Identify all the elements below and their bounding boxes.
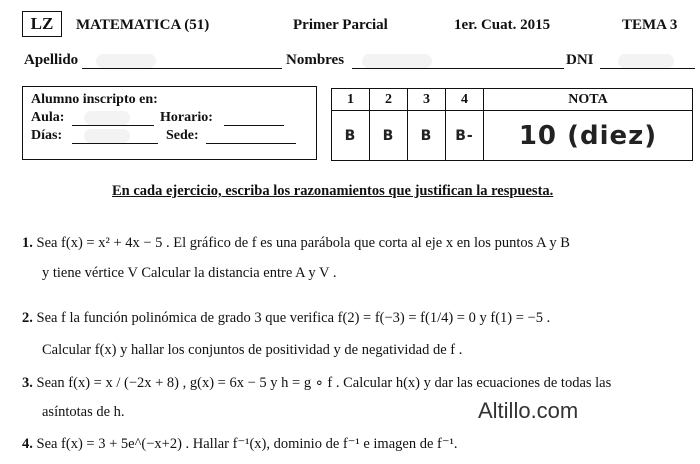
classroom-field[interactable] [72, 125, 154, 126]
course-title: MATEMATICA (51) [76, 17, 210, 33]
exercise-number: 2. [22, 310, 33, 326]
grades-table [331, 88, 693, 161]
redacted-names [362, 54, 432, 68]
grade-mark-3: B [408, 111, 446, 161]
exercise-text: Sea f la función polinómica de grado 3 que verifica f(2) = f(−3) = f(1/4) = 0 y f(1) = −5 . [36, 310, 551, 326]
exercise-4 [22, 436, 457, 453]
redacted-surname [96, 54, 156, 68]
altillo-watermark: Altillo.com [478, 398, 579, 423]
surname-label: Apellido [24, 52, 79, 68]
id-label: DNI [566, 52, 594, 68]
schedule-label: Horario: [160, 110, 213, 125]
exam-title: Primer Parcial [293, 17, 388, 33]
grade-header-nota: NOTA [484, 89, 693, 111]
grade-mark-2: B [370, 111, 408, 161]
redacted-id [618, 54, 674, 68]
final-grade: 10 (diez) [484, 111, 693, 161]
exercise-text: Sea f(x) = 3 + 5e^(−x+2) . Hallar f⁻¹(x), dominio de f⁻¹ e imagen de f⁻¹. [36, 436, 458, 452]
grade-mark-4: B- [446, 111, 484, 161]
exercise-1-continued: y tiene vértice V Calcular la distancia entre A y V . [42, 265, 337, 281]
exercise-3 [22, 375, 611, 392]
exercise-number: 1. [22, 235, 33, 251]
exam-topic: TEMA 3 [622, 17, 678, 33]
grade-header-1: 1 [332, 89, 370, 111]
tema-badge: LZ [22, 11, 62, 37]
days-field[interactable] [72, 143, 158, 144]
grade-mark-1: B [332, 111, 370, 161]
exercise-3-continued: asíntotas de h. [42, 404, 125, 420]
days-label: Días: [31, 128, 63, 143]
schedule-field[interactable] [224, 125, 284, 126]
grade-header-2: 2 [370, 89, 408, 111]
exercise-text: Sea f(x) = x² + 4x − 5 . El gráfico de f es una parábola que corta al eje x en los puntos A y B [36, 235, 570, 251]
surname-field[interactable] [82, 68, 282, 69]
names-label: Nombres [286, 52, 345, 68]
venue-label: Sede: [166, 128, 199, 143]
venue-field[interactable] [206, 143, 296, 144]
exercise-text: Sean f(x) = x / (−2x + 8) , g(x) = 6x − 5 y h = g ∘ f . Calcular h(x) y dar las ecuaciones de todas las [36, 375, 612, 391]
redacted-classroom [84, 111, 130, 125]
classroom-label: Aula: [31, 110, 65, 125]
exam-period: 1er. Cuat. 2015 [454, 17, 551, 33]
exercise-number: 3. [22, 375, 33, 391]
exercise-number: 4. [22, 436, 33, 452]
exercise-2 [22, 310, 550, 327]
id-field[interactable] [600, 68, 695, 69]
instruction-text: En cada ejercicio, escriba los razonamientos que justifican la respuesta. [112, 183, 554, 199]
exercise-1 [22, 235, 570, 252]
names-field[interactable] [352, 68, 564, 69]
grade-header-4: 4 [446, 89, 484, 111]
redacted-days [84, 129, 130, 143]
enrollment-title: Alumno inscripto en: [31, 92, 158, 107]
grade-header-3: 3 [408, 89, 446, 111]
exercise-2-continued: Calcular f(x) y hallar los conjuntos de positividad y de negatividad de f . [42, 342, 463, 358]
